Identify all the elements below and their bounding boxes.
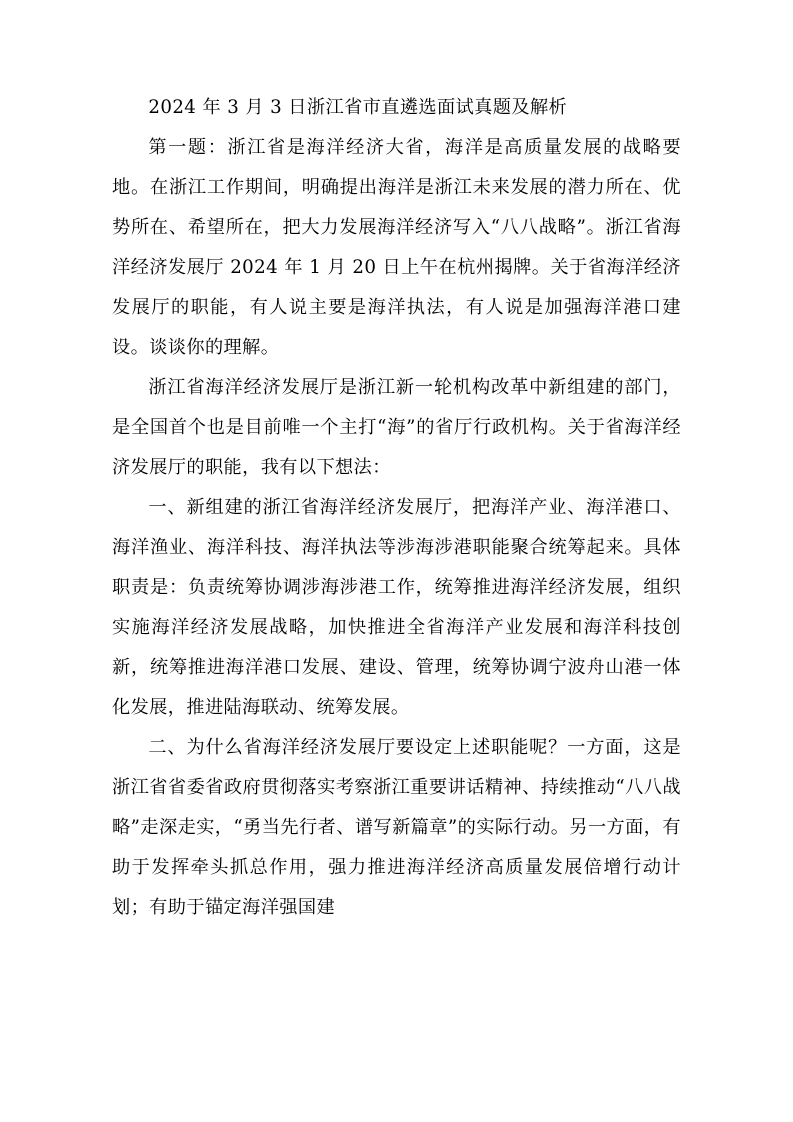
paragraph-point-two: 二、为什么省海洋经济发展厅要设定上述职能呢？一方面，这是浙江省省委省政府贯彻落实考察浙江重要讲话精神、持续推动“八八战略”走深走实，“勇当先行者、谱写新篇章”的实际行动。另一方面，有助于发挥牵头抓总作用，强力推进海洋经济高质量发展倍增行动计划；有助于锚定海洋强国建 — [112, 737, 681, 918]
document-title: 2024 年 3 月 3 日浙江省市直遴选面试真题及解析 — [148, 97, 568, 118]
paragraph-question-1: 第一题：浙江省是海洋经济大省，海洋是高质量发展的战略要地。在浙江工作期间，明确提出海洋是浙江未来发展的潜力所在、优势所在、希望所在，把大力发展海洋经济写入“八八战略”。浙江省海洋经济发展厅 2024 年 1 月 20 日上午在杭州揭牌。关于省海洋经济发展厅的职能，有人说主要是海洋执法，有人说是加强海洋港口建设。谈谈你的理解。 — [112, 137, 681, 358]
paragraph-intro: 浙江省海洋经济发展厅是浙江新一轮机构改革中新组建的部门，是全国首个也是目前唯一个主打“海”的省厅行政机构。关于省海洋经济发展厅的职能，我有以下想法： — [112, 377, 681, 478]
paragraph-point-one: 一、新组建的浙江省海洋经济发展厅，把海洋产业、海洋港口、海洋渔业、海洋科技、海洋执法等涉海涉港职能聚合统筹起来。具体职责是：负责统筹协调涉海涉港工作，统筹推进海洋经济发展，组织实施海洋经济发展战略，加快推进全省海洋产业发展和海洋科技创新，统筹推进海洋港口发展、建设、管理，统筹协调宁波舟山港一体化发展，推进陆海联动、统筹发展。 — [112, 497, 681, 718]
document-body — [112, 88, 681, 928]
